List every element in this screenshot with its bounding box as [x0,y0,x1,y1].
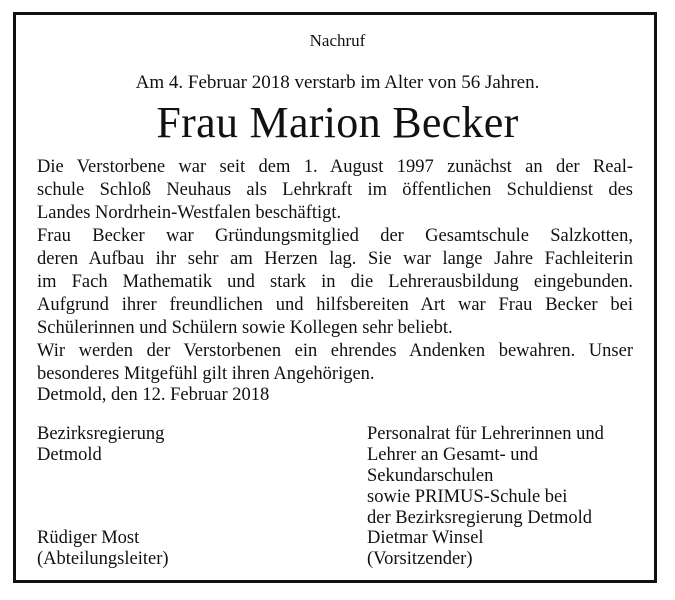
signatory-name: Dietmar Winsel [367,528,484,548]
organization-line: Lehrer an Gesamt- und [367,445,539,465]
notice-kicker: Nachruf [309,31,366,50]
obituary-line: Landes Nordrhein-Westfalen beschäftigt. [37,203,342,223]
organization-line: der Bezirksregierung Detmold [367,508,593,528]
obituary-line: im Fach Mathematik und stark in die Lehrerausbildung eingebunden. [37,272,633,292]
obituary-line: Frau Becker war Gründungsmitglied der Gesamtschule Salzkotten, [37,226,633,246]
obituary-line: schule Schloß Neuhaus als Lehrkraft im öffentlichen Schuldienst des [37,180,633,200]
signatory-title: (Vorsitzender) [367,549,473,569]
organization-line: sowie PRIMUS-Schule bei [367,487,568,507]
death-announcement: Am 4. Februar 2018 verstarb im Alter von 56 Jahren. [135,72,540,93]
left-organization [37,424,164,466]
organization-line: Personalrat für Lehrerinnen und [367,424,604,444]
signatory-title: (Abteilungsleiter) [37,549,169,569]
organization-line: Detmold [37,445,102,465]
obituary-text [37,156,633,386]
right-organization [367,424,604,529]
obituary-line: Wir werden der Verstorbenen ein ehrendes Andenken bewahren. Unser [37,341,633,361]
deceased-name: Frau Marion Becker [156,98,519,147]
place-and-date: Detmold, den 12. Februar 2018 [37,385,270,405]
signatory-name: Rüdiger Most [37,528,140,548]
organization-line: Bezirksregierung [37,424,165,444]
obituary-line: deren Aufbau ihr sehr am Herzen lag. Sie war lange Jahre Fachleiterin [37,249,633,269]
obituary-line: Die Verstorbene war seit dem 1. August 1997 zunächst an der Real- [37,157,633,177]
right-signatory [367,528,484,570]
obituary-line: Schülerinnen und Schülern sowie Kollegen sehr beliebt. [37,318,453,338]
organization-line: Sekundarschulen [367,466,494,486]
obituary-line: besonderes Mitgefühl gilt ihren Angehörigen. [37,364,375,384]
left-signatory [37,528,169,570]
obituary-line: Aufgrund ihrer freundlichen und hilfsbereiten Art war Frau Becker bei [37,295,633,315]
